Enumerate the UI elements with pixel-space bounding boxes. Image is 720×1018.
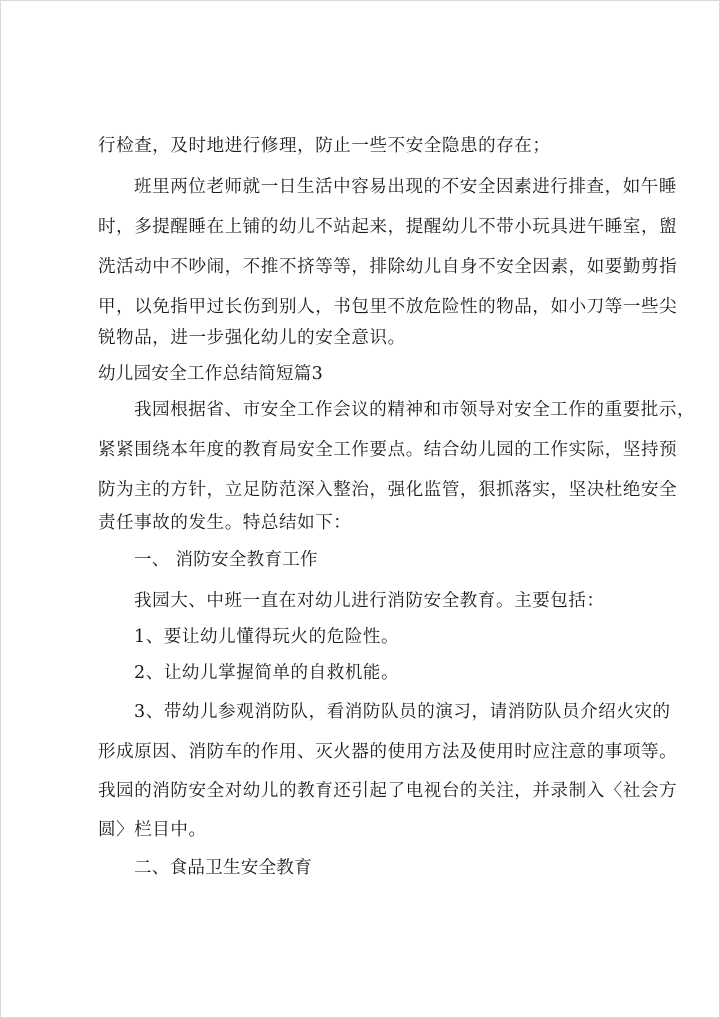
paragraph-line: 我园的消防安全对幼儿的教育还引起了电视台的关注，并录制入〈社会方 [98,781,678,801]
subsection-heading: 二、食品卫生安全教育 [134,858,312,878]
section-heading: 幼儿园安全工作总结简短篇3 [98,364,324,384]
subsection-heading: 一、 消防安全教育工作 [134,550,318,570]
paragraph-line: 防为主的方针，立足防范深入整治，强化监管，狠抓落实，坚决杜绝安全 [98,480,678,500]
paragraph-line: 圆〉栏目中。 [98,820,207,840]
paragraph-line: 锐物品，进一步强化幼儿的安全意识。 [98,328,406,348]
paragraph-line: 洗活动中不吵闹，不推不挤等等，排除幼儿自身不安全因素，如要勤剪指 [98,257,678,277]
list-item: 3、带幼儿参观消防队，看消防队员的演习，请消防队员介绍火灾的 [134,702,671,722]
paragraph-line: 形成原因、消防车的作用、灭火器的使用方法及使用时应注意的事项等。 [98,742,678,762]
list-item: 1、要让幼儿懂得玩火的危险性。 [134,627,400,647]
paragraph-line: 责任事故的发生。特总结如下： [98,513,352,533]
paragraph-line: 班里两位老师就一日生活中容易出现的不安全因素进行排查，如午睡 [134,177,677,197]
list-item: 2、让幼儿掌握简单的自救机能。 [134,663,400,683]
paragraph-line: 行检查，及时地进行修理，防止一些不安全隐患的存在； [98,136,551,156]
paragraph-line: 我园根据省、市安全工作会议的精神和市领导对安全工作的重要批示， [134,400,696,420]
paragraph-line: 时，多提醒睡在上铺的幼儿不站起来，提醒幼儿不带小玩具进午睡室，盥 [98,217,678,237]
paragraph-line: 紧紧围绕本年度的教育局安全工作要点。结合幼儿园的工作实际，坚持预 [98,440,678,460]
paragraph-line: 我园大、中班一直在对幼儿进行消防安全教育。主要包括： [134,591,605,611]
paragraph-line: 甲，以免指甲过长伤到别人，书包里不放危险性的物品，如小刀等一些尖 [98,297,678,317]
